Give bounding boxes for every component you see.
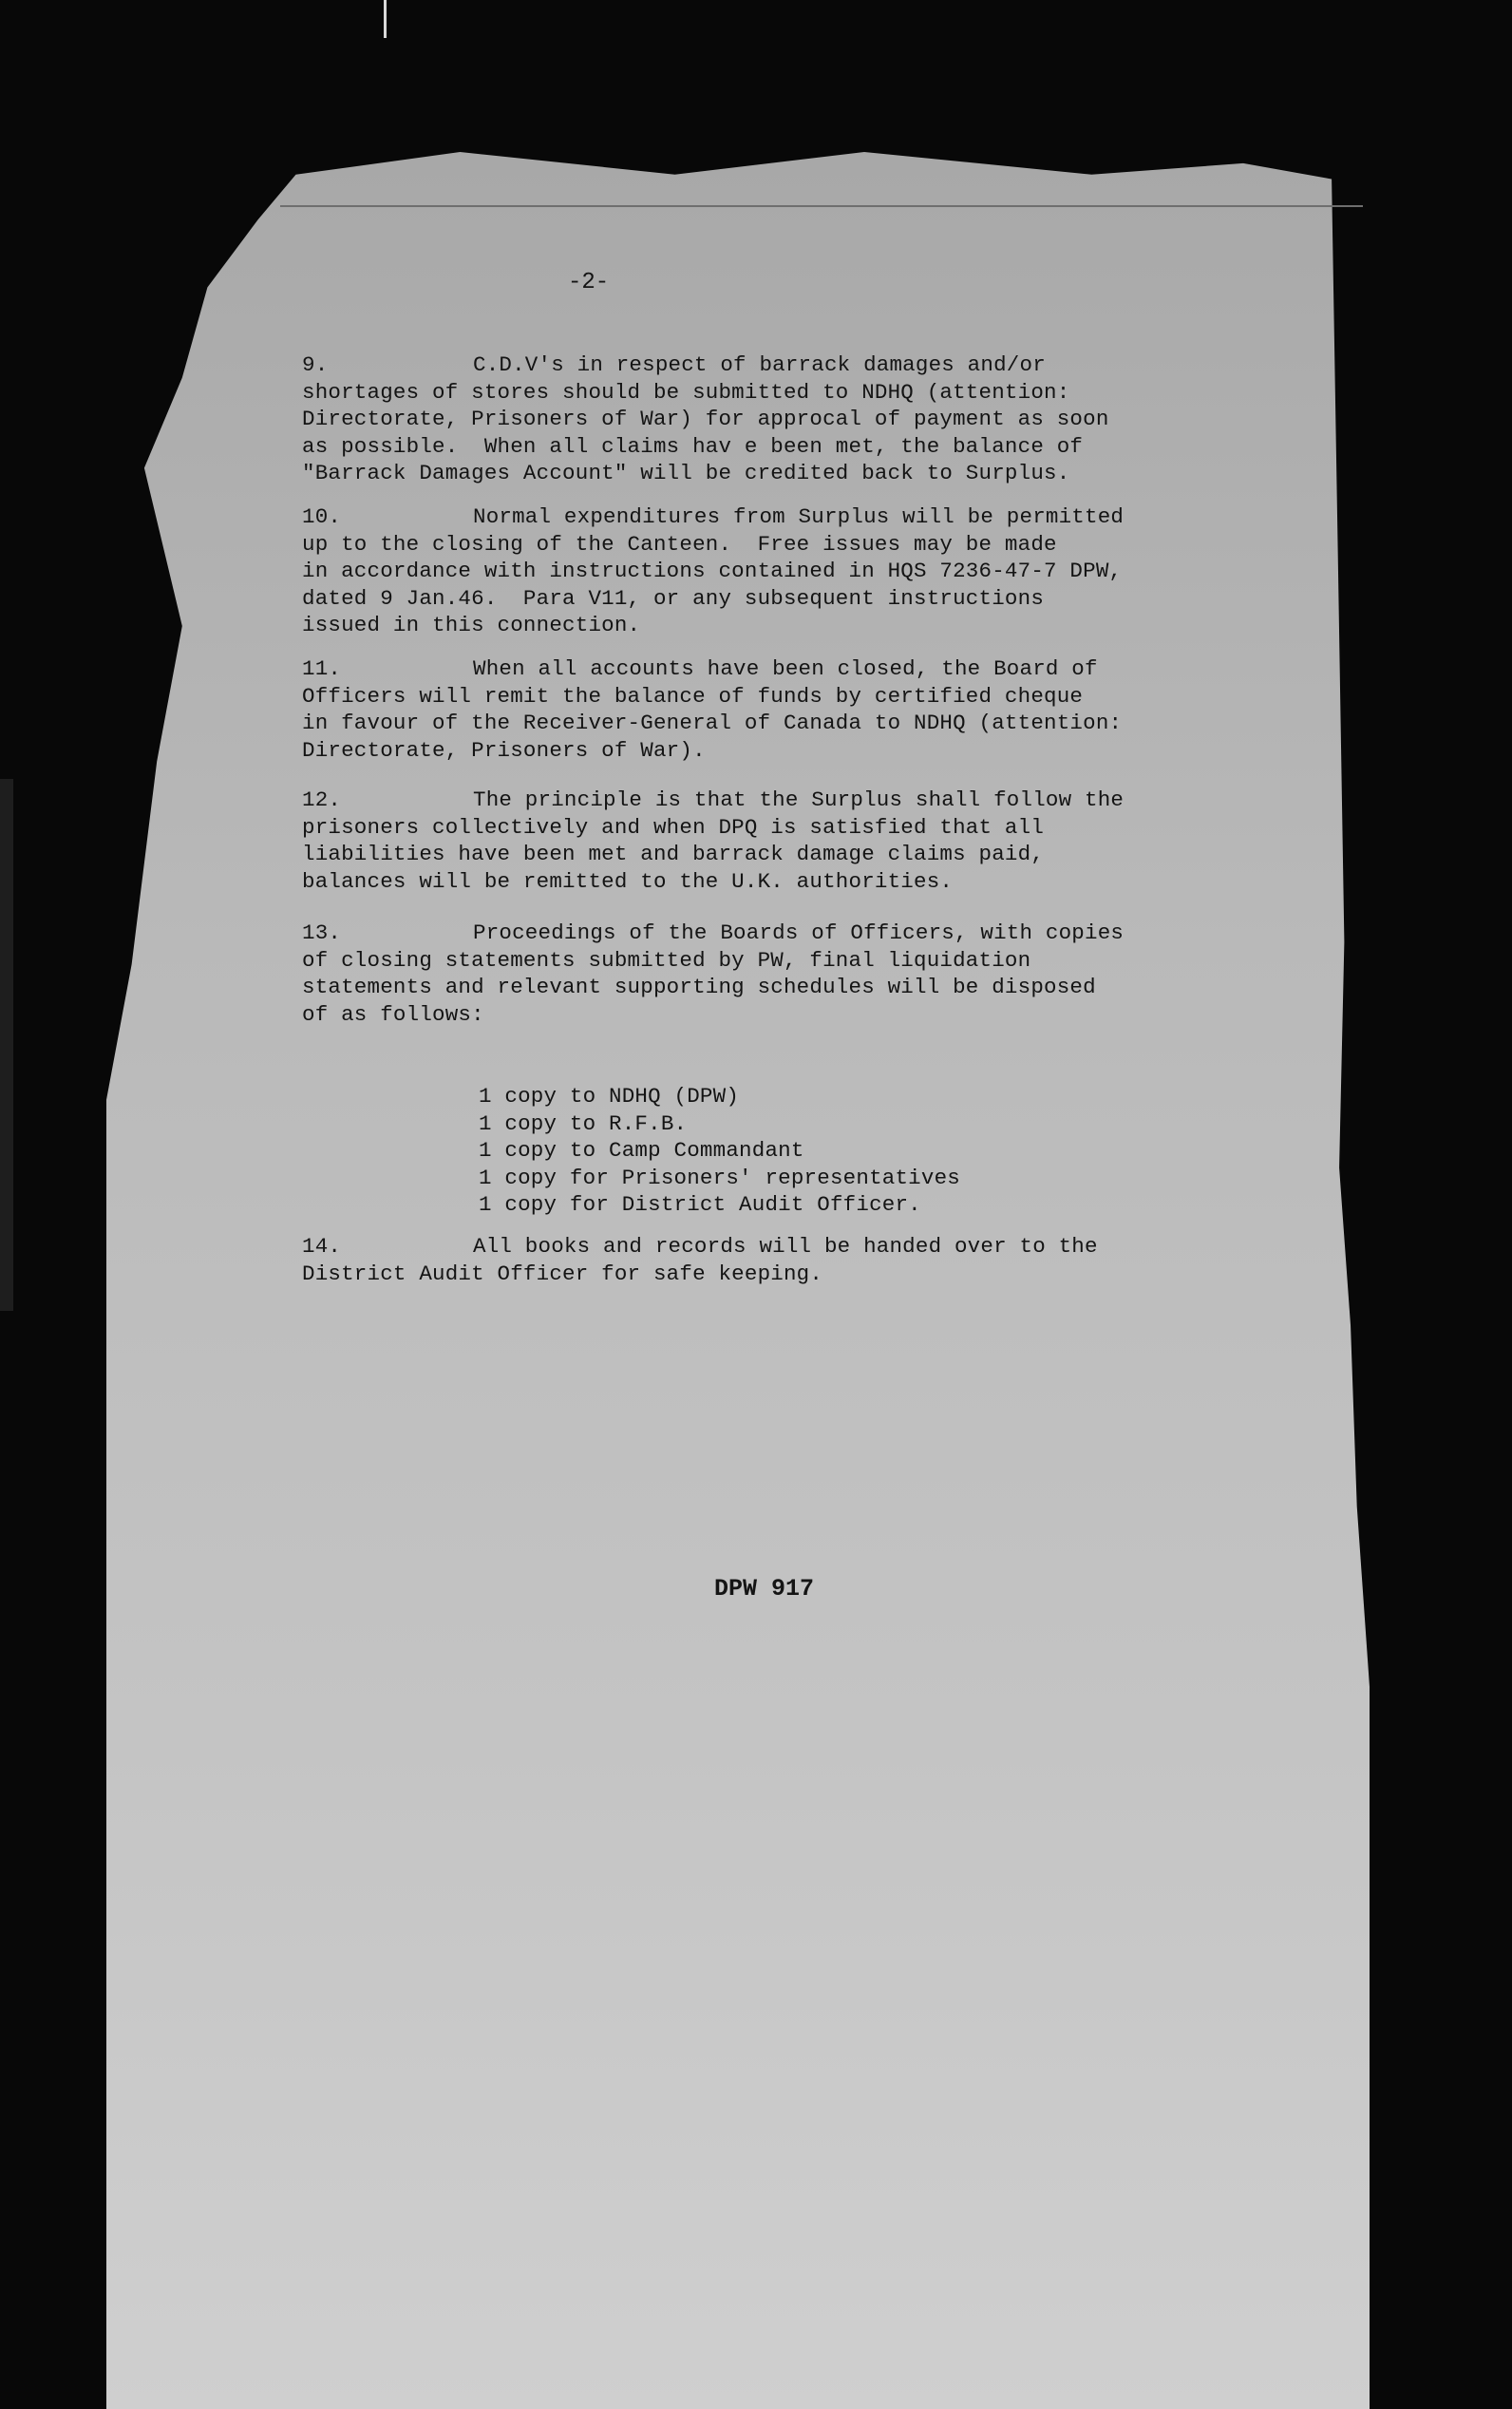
paragraph-number: 14. [302,1234,342,1259]
distribution-item: 1 copy to Camp Commandant [479,1138,804,1163]
paragraph-line: Proceedings of the Boards of Officers, with copies [473,920,1125,945]
paragraph-11 [302,655,1309,764]
paragraph-line: Directorate, Prisoners of War). [302,737,706,763]
film-edge-mark [0,779,13,1311]
paragraph-12 [302,787,1309,895]
paragraph-9 [302,351,1309,487]
paragraph-line: Directorate, Prisoners of War) for approcal of payment as soon [302,407,1109,431]
paragraph-number: 9. [302,352,329,377]
paragraph-line: prisoners collectively and when DPQ is satisfied that all [302,814,1045,840]
film-edge-mark [384,0,387,38]
distribution-item: 1 copy for Prisoners' representatives [479,1165,960,1190]
distribution-item: 1 copy to R.F.B. [479,1110,688,1136]
paragraph-number: 13. [302,920,342,945]
paragraph-line: Normal expenditures from Surplus will be permitted [473,504,1125,529]
paragraph-line: All books and records will be handed over to the [473,1234,1098,1259]
paragraph-line: liabilities have been met and barrack damage claims paid, [302,842,1045,866]
header-rule [280,205,1363,207]
distribution-item: 1 copy to NDHQ (DPW) [479,1084,740,1109]
paragraph-13 [302,920,1309,1028]
paragraph-line: "Barrack Damages Account" will be credited back to Surplus. [302,461,1070,485]
paragraph-line: up to the closing of the Canteen. Free issues may be made [302,531,1057,557]
paragraph-number: 11. [302,656,342,681]
paragraph-number: 12. [302,787,342,812]
paragraph-10 [302,503,1309,639]
paragraph-line: statements and relevant supporting schedules will be disposed [302,975,1096,999]
paragraph-14 [302,1233,1309,1287]
paragraph-line: as possible. When all claims hav e been met, the balance of [302,433,1084,459]
paragraph-number: 10. [302,504,342,529]
paragraph-line: The principle is that the Surplus shall follow the [473,787,1125,812]
paragraph-line: C.D.V's in respect of barrack damages and/or [473,352,1046,377]
paragraph-line: in favour of the Receiver-General of Canada to NDHQ (attention: [302,711,1123,735]
paragraph-line: dated 9 Jan.46. Para V11, or any subsequent instructions [302,585,1045,611]
paragraph-line: of as follows: [302,1001,484,1027]
paragraph-line: of closing statements submitted by PW, final liquidation [302,947,1031,973]
paragraph-line: District Audit Officer for safe keeping. [302,1261,823,1286]
distribution-list [479,1083,960,1219]
paragraph-line: in accordance with instructions contained in HQS 7236-47-7 DPW, [302,559,1123,583]
paragraph-line: balances will be remitted to the U.K. authorities. [302,868,954,894]
page-number: -2- [568,270,610,295]
paragraph-line: Officers will remit the balance of funds by certified cheque [302,683,1084,709]
paragraph-line: When all accounts have been closed, the Board of [473,656,1098,681]
paragraph-line: shortages of stores should be submitted to NDHQ (attention: [302,379,1070,405]
paragraph-line: issued in this connection. [302,613,641,637]
document-reference-code: DPW 917 [714,1575,815,1603]
distribution-item: 1 copy for District Audit Officer. [479,1192,921,1217]
